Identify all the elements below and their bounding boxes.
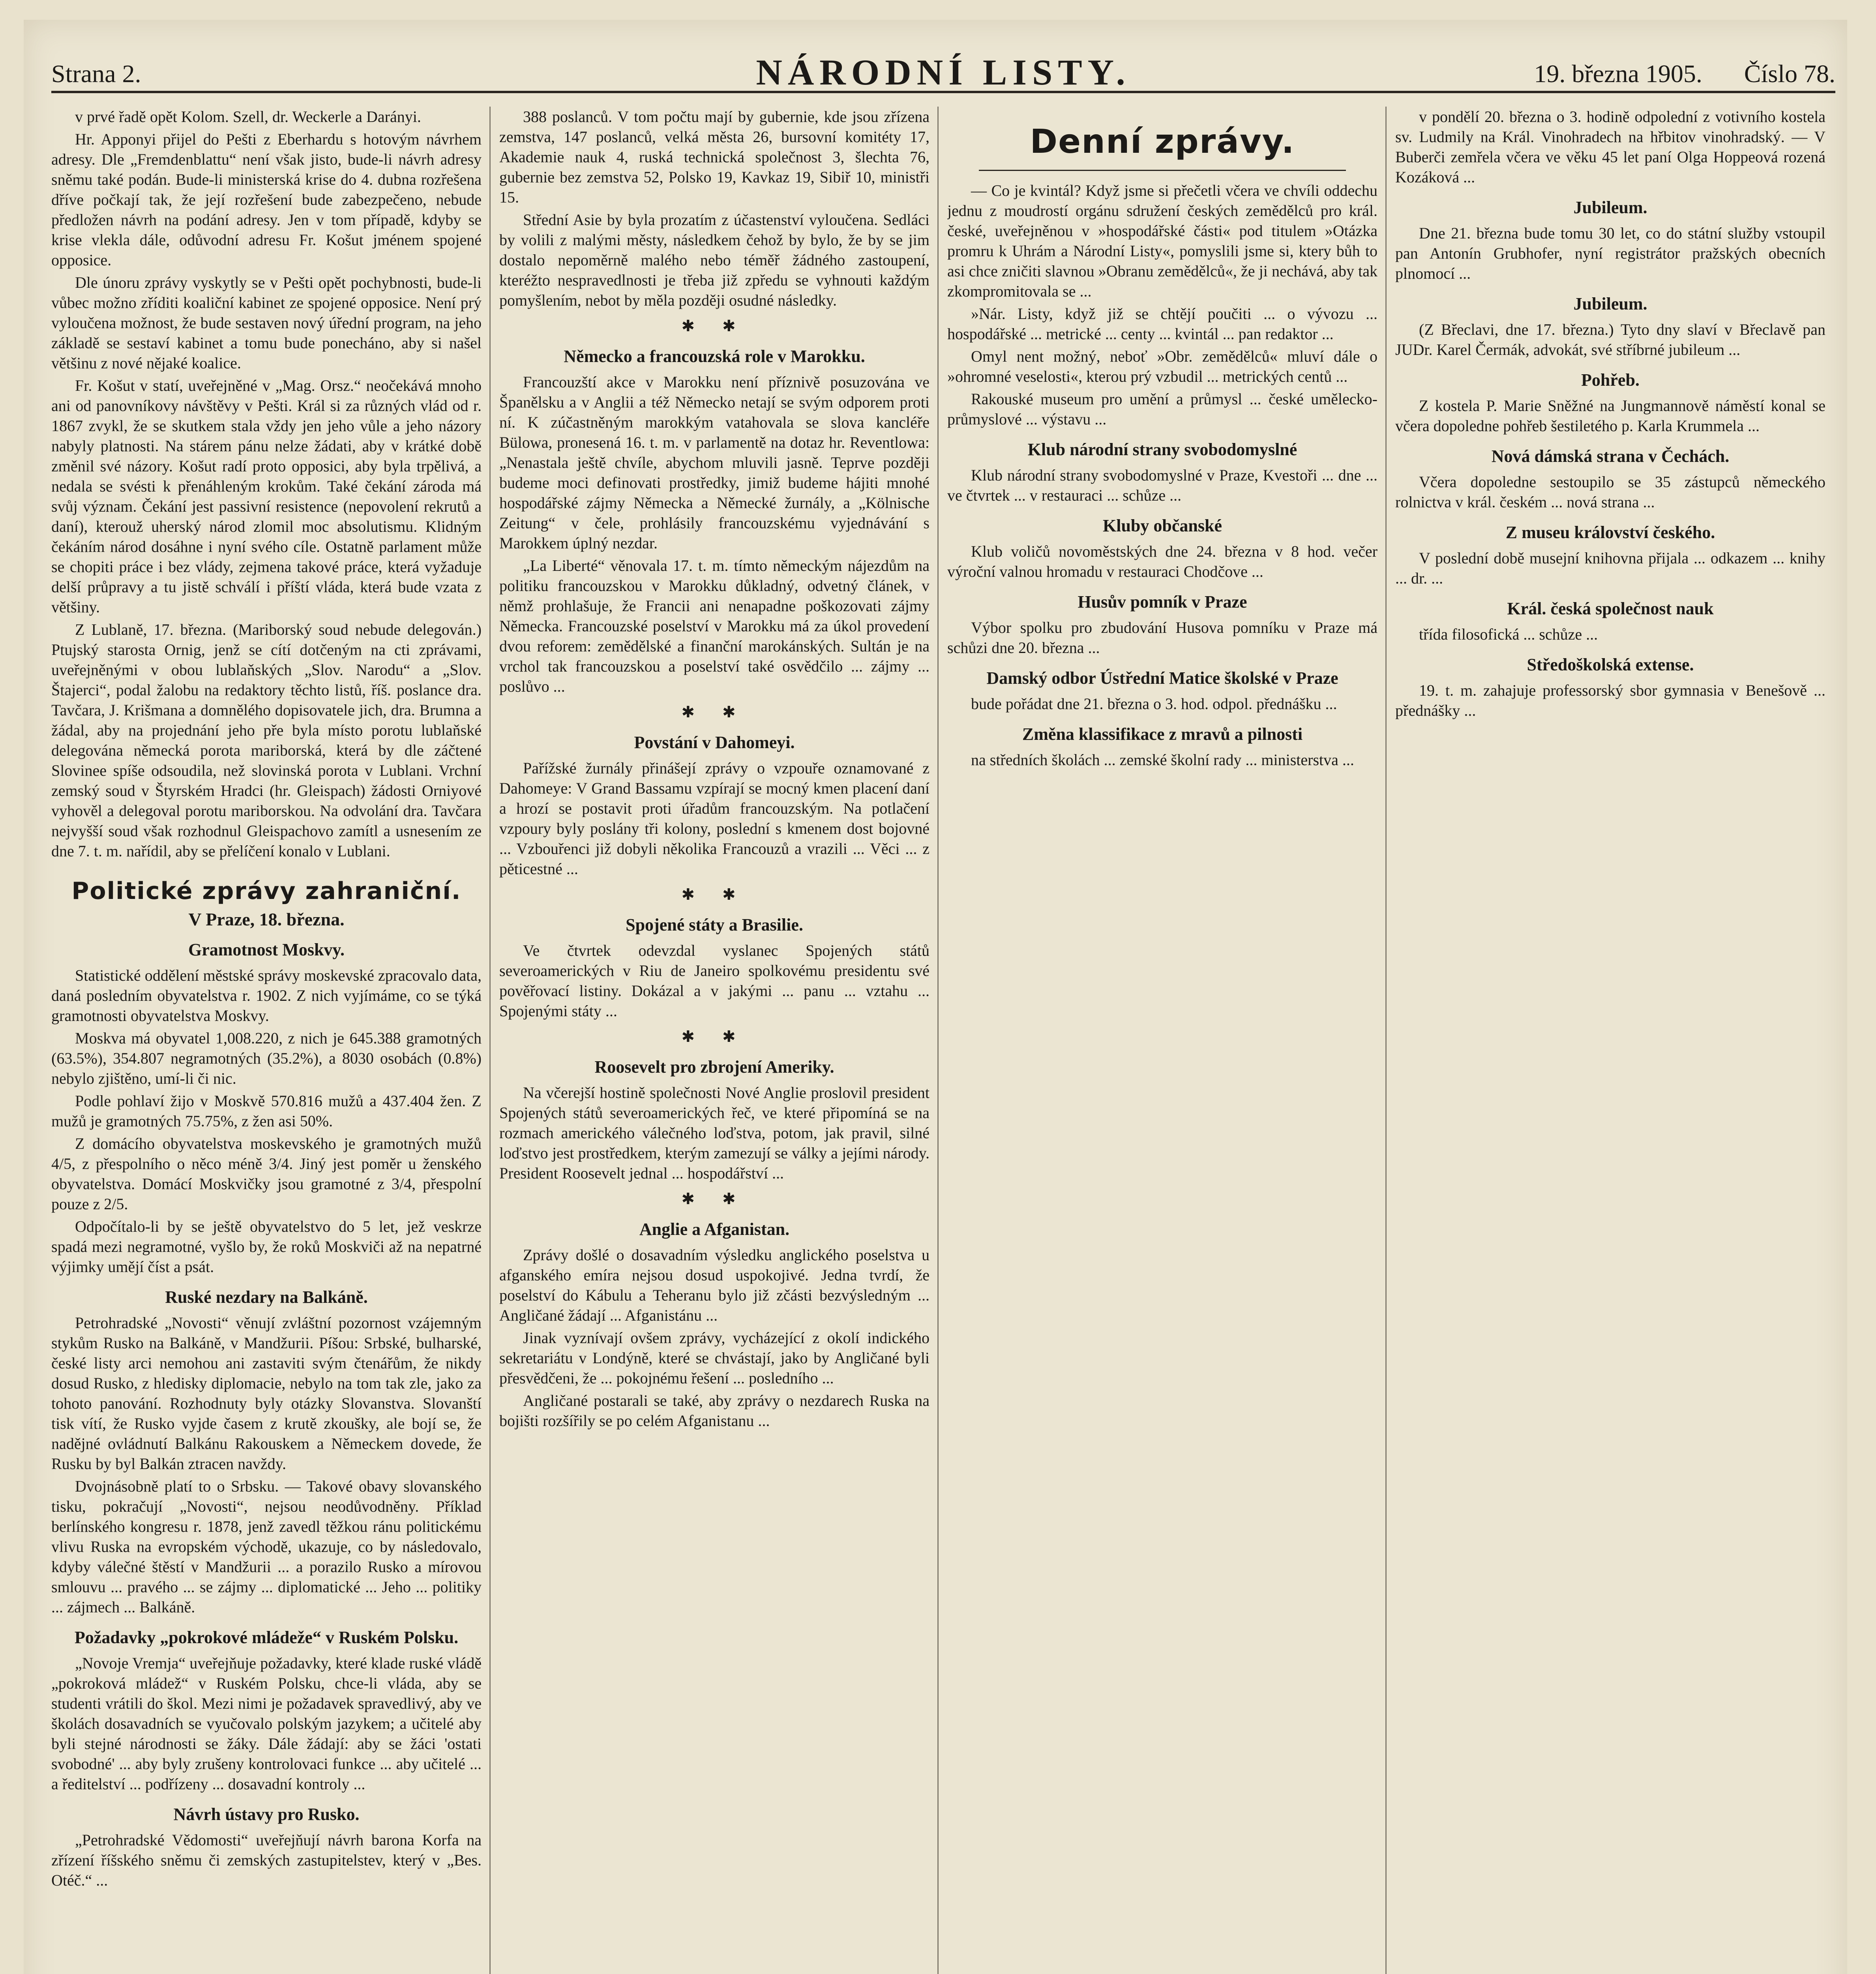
article-paragraph: Na včerejší hostině společnosti Nové Anglie proslovil president Spojených států severoamerických řeč, ve které připomíná se na rozmach amerického válečného loďstva, potom, jak pravil, silné loďstvo jest prostředkem, kterým zamezují se války a jejími národy. President Roosevelt jednal ... hospodářství ...: [499, 1084, 930, 1182]
article-paragraph: Pařížské žurnály přinášejí zprávy o vzpouře oznamované z Dahomeye: V Grand Bassamu vzpírají se mocný kmen placení daní a hrozí se postavit proti úřadům francouzským. Na potlačení vzpoury byly poslány tři kolony, poslední s kmenem dost bojovné ... Vzbouřenci již dobyli několika Francouzů a vrazili ... Věci ... z pěticestné ...: [499, 759, 930, 878]
article-paragraph: Rakouské museum pro umění a průmysl ... české umělecko-průmyslové ... výstavu ...: [947, 390, 1377, 428]
article-heading: Kluby občanské: [1103, 516, 1222, 535]
article-paragraph: Ve čtvrtek odevzdal vyslanec Spojených států severoamerických v Riu de Janeiro spolkovému presidentu své pověřovací listiny. Dokázal a v jakými ... panu ... vztahu ... Spojenými státy ...: [499, 942, 930, 1020]
article-paragraph: „Petrohradské Vědomosti“ uveřejňují návrh barona Korfa na zřízení říšského sněmu či zemských zastupitelstev, který v „Bes. Otéč.“ ...: [51, 1831, 482, 1889]
article-heading: Klub národní strany svobodomyslné: [1027, 440, 1297, 459]
article-heading: Jubileum.: [1573, 294, 1647, 313]
article-paragraph: Z Lublaně, 17. března. (Mariborský soud nebude delegován.) Ptujský starosta Ornig, jenž se cítí dotčeným na cti zprávami, uveřejněnými v obou lublaňských „Slov. Narodu“ a „Slov. Štajerci“, podal žalobu na redaktory těchto listů, říš. poslance dra. Tavčara, J. Krišmana a domnělého dopisovatele jich, dra. Brumna a žádal, aby na projednání jeho pře byla místo porotu lublaňské delegována německá porota mariborská, která by dle záčtené Slovinee spíše odsoudila, než slovinská porota v Lublani. Vrchní zemský soud v Štyrském Hradci (hr. Gleispach) žádosti Orniyové vyhověl a delegoval porotu mariborskou. Na odvolání dra. Tavčara nejvyšší soud však rozhodnul Gleispachovo zamítl a usnesením ze dne 7. t. m. nařídil, aby se přelíčení konalo v Lublani.: [51, 621, 482, 860]
article-heading: Německo a francouzská role v Marokku.: [564, 347, 865, 366]
article-paragraph: třída filosofická ... schůze ...: [1419, 625, 1598, 643]
newspaper-title: NÁRODNÍ LISTY.: [756, 52, 1131, 92]
article-paragraph: Statistické oddělení městské správy moskevské zpracovalo data, daná posledním obyvatelstva r. 1902. Z nich vyjímáme, co se týká gramotnosti obyvatelstva Moskvy.: [51, 966, 482, 1025]
article-heading: Damský odbor Ústřední Matice školské v Praze: [986, 668, 1338, 688]
issue-date: 19. března 1905.: [1534, 60, 1702, 88]
article-heading: Spojené státy a Brasilie.: [626, 915, 803, 934]
article-heading: Roosevelt pro zbrojení Ameriky.: [594, 1057, 834, 1077]
article-paragraph: Z domácího obyvatelstva moskevského je gramotných mužů 4/5, z přespolního o něco méně 3/4. Jiný jest poměr u ženského obyvatelstva. Domácí Moskvičky jsou gramotné z 3/4, přespolní pouze z 2/5.: [51, 1135, 482, 1213]
article-heading: Ruské nezdary na Balkáně.: [165, 1287, 368, 1307]
column-divider: [1385, 107, 1387, 1974]
issue-number: Číslo 78.: [1744, 60, 1835, 88]
article-paragraph: »Nár. Listy, když již se chtějí poučiti ... o vývozu ... hospodářské ... metrické ... centy ... kvintál ... pan redaktor ...: [947, 305, 1377, 343]
article-paragraph: na středních školách ... zemské školní rady ... ministerstva ...: [971, 751, 1354, 769]
article-paragraph: Z kostela P. Marie Sněžné na Jungmannově náměstí konal se včera dopoledne pohřeb šestiletého p. Karla Krummela ...: [1395, 397, 1825, 435]
section-separator-stars: ✱ ✱: [681, 886, 748, 903]
article-paragraph: Dvojnásobně platí to o Srbsku. — Takové obavy slovanského tisku, pokračují „Novosti“, nejsou neodůvodněny. Příklad berlínského kongresu r. 1878, jenž zavedl těžkou ránu politickému vlivu Ruska na evropském východě, ukazuje, co by následovalo, kdyby válečné štěstí v Mandžurii ... a porazilo Rusko a mírovou smlouvu ... pravého ... se zájmy ... diplomatické ... Jeho ... politiky ... zájmech ... Balkáně.: [51, 1477, 482, 1616]
column-1: [51, 107, 482, 1974]
article-paragraph: V poslední době musejní knihovna přijala ... odkazem ... knihy ... dr. ...: [1395, 549, 1825, 587]
article-paragraph: Omyl nent možný, neboť »Obr. zemědělců« mluví dále o »ohromné veselosti«, kterou prý vzbudil ... metrických centů ...: [947, 347, 1377, 385]
section-separator-stars: ✱ ✱: [681, 1028, 748, 1045]
article-paragraph: Angličané postarali se také, aby zprávy o nezdarech Ruska na bojišti rozšířily se po celém Afganistanu ...: [499, 1392, 930, 1430]
article-paragraph: v pondělí 20. března o 3. hodině odpolední z votivního kostela sv. Ludmily na Král. Vinohradech na hřbitov vinohradský. — V Buberči zemřela včera ve věku 45 let paní Olga Hoppeová rozená Kozáková ...: [1395, 108, 1825, 186]
article-heading: Povstání v Dahomeyi.: [634, 733, 795, 752]
article-paragraph: Moskva má obyvatel 1,008.220, z nich je 645.388 gramotných (63.5%), 354.807 negramotných (35.2%), a 8030 osobách (0.8%) nebylo zjištěno, umí-li či nic.: [51, 1029, 482, 1087]
article-heading: Změna klassifikace z mravů a pilnosti: [1022, 724, 1303, 744]
article-heading: Požadavky „pokrokové mládeže“ v Ruském Polsku.: [74, 1628, 459, 1647]
article-heading: Husův pomník v Praze: [1078, 592, 1247, 612]
page-number: Strana 2.: [51, 60, 141, 88]
masthead: [51, 47, 1835, 93]
article-paragraph: Podle pohlaví žijo v Moskvě 570.816 mužů a 437.404 žen. Z mužů je gramotných 75.75%, z žen asi 50%.: [51, 1092, 482, 1130]
article-heading: Nová dámská strana v Čechách.: [1491, 447, 1730, 466]
article-paragraph: Klub národní strany svobodomyslné v Praze, Kvestoři ... dne ... ve čtvrtek ... v restauraci ... schůze ...: [947, 466, 1377, 504]
article-paragraph: Fr. Košut v statí, uveřejněné v „Mag. Orsz.“ neočekává mnoho ani od panovníkovy návštěvy v Pešti. Král si za různých vlád od r. 1867 zvykl, že se skutkem stala vždy jen jeho vůle a jeho názory nabyly platnosti. Na stárem pánu nelze žádati, aby v krátké době změnil své názory. Košut radí proto opposici, aby byla trpělivá, a nedala se svésti k přenáhleným krokům. Také čekání zároda má svůj význam. Čekání jest passivní resistence (nepovolení rekrutů a daní), kterouž uherský národ zlomil moc absolutismu. Klidným čekáním národ dosáhne i nyní svého cíle. Ostatně parlament může se chopiti práce i bez vlády, zejmena takové práce, která vyžaduje delší průpravy a tu jistě schválí i příští vláda, která bude vzata z většiny.: [51, 377, 482, 616]
article-paragraph: Francouzští akce v Marokku není příznivě posuzována ve Španělsku a v Anglii a též Německo netají se svým odporem proti ní. K zúčastněným marokkým vatahovala se slova kancléře Bülowa, pronesená 16. t. m. v parlamentě na dotaz hr. Reventlowa: „Nenastala ještě chvíle, abychom mluvili jasně. Teprve později budeme moci definovati prostředky, jimiž budeme hájiti mnohé hospodářské zájmy Německa a Německé žurnály, a „Kölnische Zeitung“ v čele, prohlásily francouzskému vyjednávání s Marokkem úplný nezdar.: [499, 373, 930, 552]
article-paragraph: Zprávy došlé o dosavadním výsledku anglického poselstva u afganského emíra nejsou dosud uspokojivé. Jedna tvrdí, že poselství do Kábulu a Teheranu bylo již zčásti bezvýsledným ... Angličané žádají ... Afganistánu ...: [499, 1246, 930, 1324]
article-heading: Gramotnost Moskvy.: [188, 940, 345, 959]
article-paragraph: — Co je kvintál? Když jsme si přečetli včera ve chvíli oddechu jednu z moudrostí orgánu sdružení českých zemědělců pro král. české, uveřejněnou v »hospodářské části« pod titulem »Otázka promru k Uhrám a Národní Listy«, pomyslili jsme si, ktery bůh to asi chce zničiti slavnou »Obranu zemědělců«, že ji nechává, aby tak zkompromitovala se ...: [947, 182, 1377, 300]
column-2: [499, 107, 930, 1974]
article-paragraph: v prvé řadě opět Kolom. Szell, dr. Weckerle a Darányi.: [75, 108, 421, 126]
article-paragraph: Odpočítalo-li by se ještě obyvatelstvo do 5 let, jež veskrze spadá mezi negramotné, vyšlo by, že roků Moskviči až na nepatrné výjimky umějí číst a psát.: [51, 1218, 482, 1276]
article-paragraph: „Novoje Vremja“ uveřejňuje požadavky, které klade ruské vládě „pokroková mládež“ v Ruském Polsku, chce-li vláda, aby se studenti vrátili do škol. Mezi nimi je požadavek spravedlivý, aby ve školách dosavadních se vyučovalo polským jazykem; a učitelé aby byli stejné národnosti se žáky. Dále žádají: aby se žáci 'ostati svobodné' ... aby byly zrušeny kontrolovaci funkce ... aby učitelé ... a ředitelství ... podřízeny ... dosavadní kontroly ...: [51, 1654, 482, 1793]
column-4: [1395, 107, 1825, 1974]
article-heading: Z museu království českého.: [1505, 523, 1715, 542]
article-heading: Návrh ústavy pro Rusko.: [173, 1805, 360, 1824]
article-paragraph: Včera dopoledne sestoupilo se 35 zástupců německého rolnictva v král. českém ... nová strana ...: [1395, 473, 1825, 511]
article-paragraph: „La Liberté“ věnovala 17. t. m. tímto německým nájezdům na politiku francouzskou v Marokku důkladný, odvetný článek, v němž prohlašuje, že Francii ani nenapadne poškozovati zájmy Německa. Francouzské poselství v Marokku má za úkol provedení dvou reforem: zemědělské a finanční marokánských. Sultán je na vrchol tak francouzskou a poselství také osvědčilo ... zájmy ... poslůvo ...: [499, 557, 930, 695]
article-paragraph: 19. t. m. zahajuje professorský sbor gymnasia v Benešově ... přednášky ...: [1395, 681, 1825, 719]
column-3: [947, 107, 1377, 1974]
article-paragraph: bude pořádat dne 21. března o 3. hod. odpol. přednášku ...: [971, 695, 1337, 713]
section-heading: Politické zprávy zahraniční.: [71, 877, 461, 905]
article-heading: Středoškolská extense.: [1527, 655, 1694, 674]
article-paragraph: 388 poslanců. V tom počtu mají by gubernie, kde jsou zřízena zemstva, 147 poslanců, velká města 26, bursovní komitéty 17, Akademie nauk 4, ruská technická společnost 3, šlechta 76, gubernie bez zemstva 52, Polsko 19, Kavkaz 19, Sibiř 10, ministři 15.: [499, 108, 930, 206]
article-heading: Jubileum.: [1573, 198, 1647, 217]
article-paragraph: (Z Břeclavi, dne 17. března.) Tyto dny slaví v Břeclavě pan JUDr. Karel Čermák, advokát, své stříbrné jubileum ...: [1395, 321, 1825, 358]
column-divider: [937, 107, 939, 1974]
article-paragraph: Hr. Apponyi přijel do Pešti z Eberhardu s hotovým návrhem adresy. Dle „Fremdenblattu“ není však jisto, bude-li návrh adresy sněmu také podán. Bude-li ministerská krise do 4. dubna rozřešena dříve počkají tak, že její rozřešení bude zabezpečeno, nebude předložen návrh na podání adresy. Jen v tom případě, kdyby se krise vlekla dále, odůvodní adresu Fr. Košut jménem spojené opposice.: [51, 130, 482, 269]
article-heading: Anglie a Afganistan.: [639, 1220, 790, 1239]
article-paragraph: Jinak vyznívají ovšem zprávy, vycházející z okolí indického sekretariátu v Londýně, které se chvástají, jako by Angličané byli přesvědčeni, že ... pokojnému řešení ... posledního ...: [499, 1329, 930, 1387]
article-paragraph: Petrohradské „Novosti“ věnují zvláštní pozornost vzájemným stykům Rusko na Balkáně, v Mandžurii. Píšou: Srbské, bulharské, české listy arci nemohou ani zastaviti svým čtenářům, že nikdy dosud Rusko, z hledisky diplomacie, nebylo na tom tak zle, jako za tohoto panování. Rozhodnuty byly otázky Slovanstva. Slovanští tisk vítí, že Rusko vyjde časem z krutě zkoušky, ale bojí se, že nadějné ovládnutí Balkánu Rakouskem a Německem dovede, že Rusku by byl Balkán ztracen navždy.: [51, 1314, 482, 1473]
article-heading: Pohřeb.: [1581, 370, 1640, 390]
article-paragraph: Dle únoru zprávy vyskytly se v Pešti opět pochybnosti, bude-li vůbec možno zříditi koaliční kabinet ze spojené opposice. Není prý vyloučena možnost, že bude sestaven nový úřední program, na jeho základě se sestaví kabinet a tomu bude ponecháno, aby si našel většinu z nové nějaké koalice.: [51, 274, 482, 372]
masthead-right: [1498, 59, 1835, 88]
dateline: V Praze, 18. března.: [188, 909, 345, 929]
section-heading: Denní zprávy.: [1030, 122, 1295, 161]
article-heading: Král. česká společnost nauk: [1507, 599, 1714, 618]
column-divider: [489, 107, 491, 1974]
article-paragraph: Klub voličů novoměstských dne 24. března v 8 hod. večer výroční valnou hromadu v restauraci Chodčove ...: [947, 542, 1377, 580]
article-paragraph: Výbor spolku pro zbudování Husova pomníku v Praze má schůzi dne 20. března ...: [947, 619, 1377, 657]
section-separator-stars: ✱ ✱: [681, 317, 748, 335]
article-paragraph: Dne 21. března bude tomu 30 let, co do státní služby vstoupil pan Antonín Grubhofer, nyní registrátor pražských obecních plnomocí ...: [1395, 224, 1825, 282]
article-paragraph: Střední Asie by byla prozatím z účastenství vyloučena. Sedláci by volili z malými městy, následkem čehož by bylo, že by se jim dostalo nepoměrně malého nebo téměř žádného zastoupení, kteréžto nespravedlnosti je třeba již zpředu se vyhnouti každým pomyšlením, nebot by měla později osudné následky.: [499, 211, 930, 309]
section-separator-stars: ✱ ✱: [681, 703, 748, 721]
section-separator-stars: ✱ ✱: [681, 1190, 748, 1208]
heading-rule: [979, 170, 1346, 171]
